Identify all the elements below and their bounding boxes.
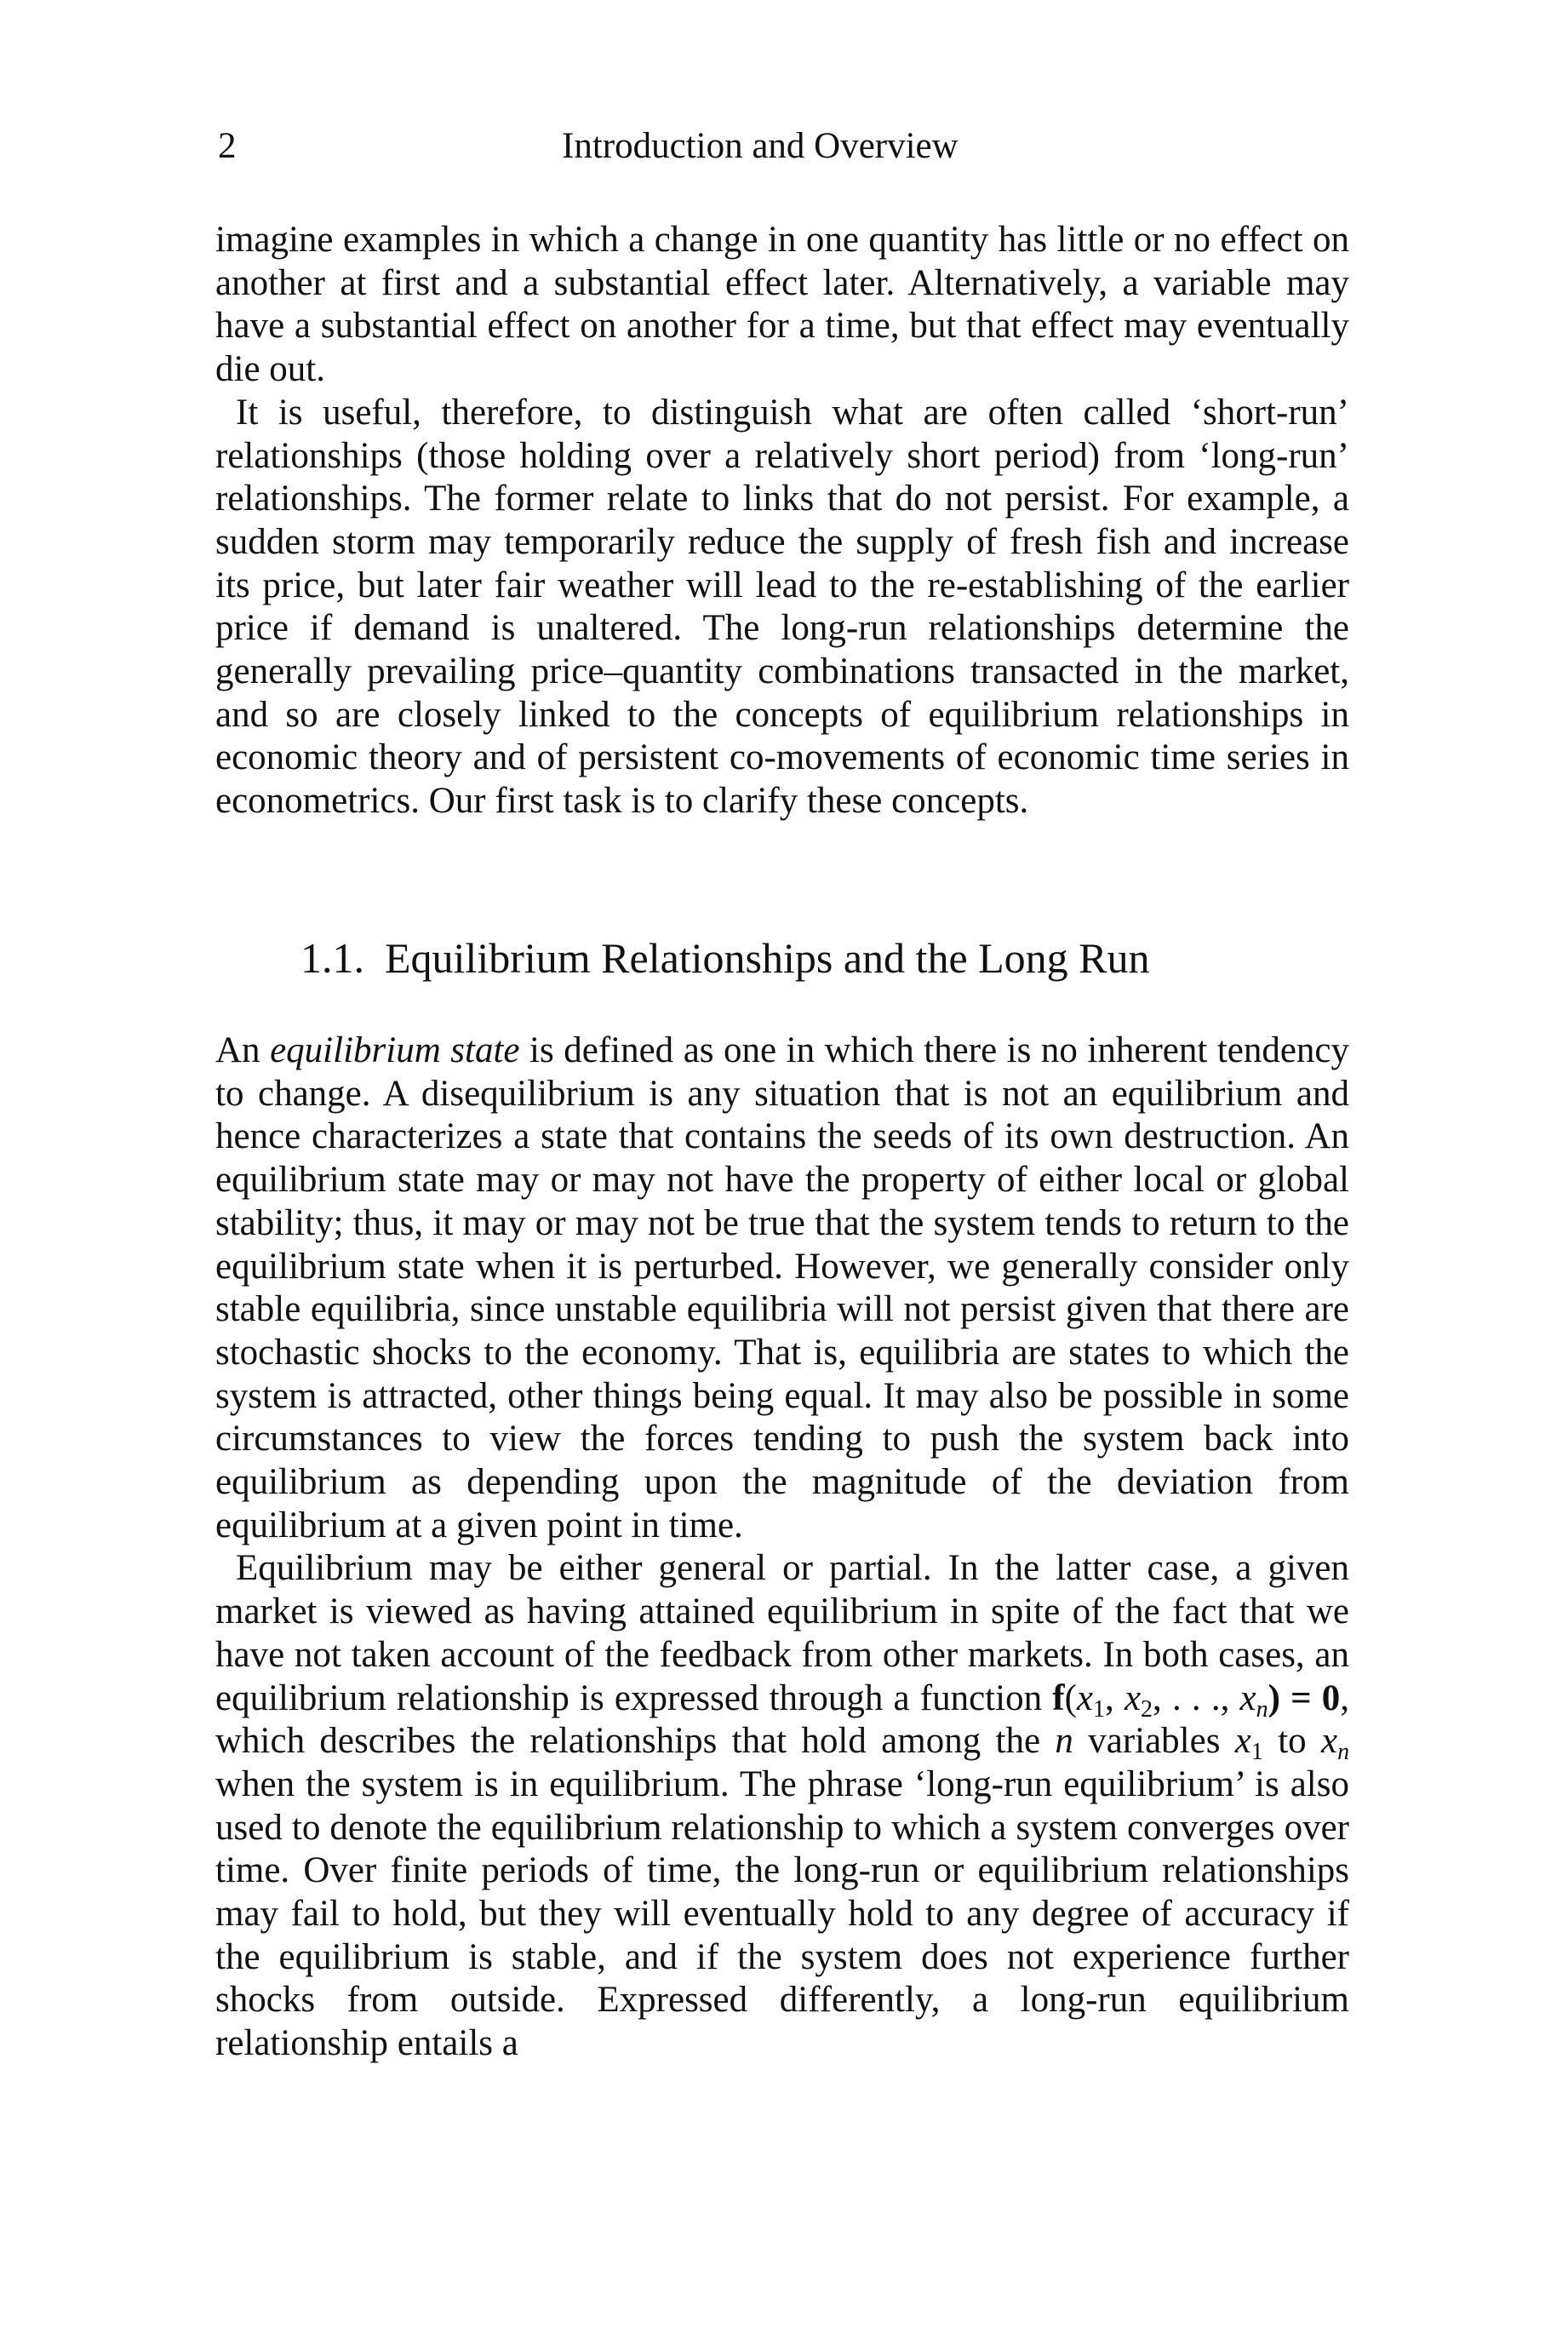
paragraph-general-partial: Equilibrium may be either general or partial. In the latter case, a given market is viewed as having attained equilibrium in spite of the fact that we have not taken account of the feedback from other markets. In both cases, an equilibrium relationship is expressed through a function $f(x_1$, $x_2$, . . ., $x_n) = 0$, which describes the relationships that hold among the n variables $x_1$ to $x_n$ when the system is in equilibrium. The phrase ‘long-run equilibrium’ is also used to denote the equilibrium relationship to which a system converges over time. Over finite periods of time, the long-run or equilibrium relationships may fail to hold, but they will eventually hold to any degree of accuracy if the equilibrium is stable, and if the system does not experience further shocks from outside. Expressed differently, a long-run equilibrium relationship entails a — [215, 1548, 1350, 2064]
paragraph-equilibrium-state: An equilibrium state is defined as one in which there is no inherent tendency to change. A disequilibrium is any situation that is not an equilibrium and hence characterizes a state that contains the seeds of its own destruction. An equilibrium state may or may not have the property of either local or global stability; thus, it may or may not be true that the system tends to return to the equilibrium state when it is perturbed. However, we generally consider only stable equilibria, since unstable equilibria will not persist given that there are stochastic shocks to the economy. That is, equilibria are states to which the system is attracted, other things being equal. It may also be possible in some circumstances to view the forces tending to push the system back into equilibrium as depending upon the magnitude of the deviation from equilibrium at a given point in time. — [215, 1030, 1350, 1545]
section-heading — [300, 934, 1150, 982]
defined-term: equilibrium state — [270, 1030, 520, 1070]
section-text — [215, 1029, 1349, 2066]
section-number: 1.1. — [300, 934, 364, 982]
section-title: Equilibrium Relationships and the Long Run — [385, 934, 1150, 982]
running-head: Introduction and Overview — [562, 126, 959, 166]
paragraph-short-long-run: It is useful, therefore, to distinguish what are often called ‘short-run’ relationships (those holding over a relatively short period) from ‘long-run’ relationships. The former relate to links that do not persist. For example, a sudden storm may temporarily reduce the supply of fresh fish and increase its price, but later fair weather will lead to the re-establishing of the earlier price if demand is unaltered. The long-run relationships determine the generally prevailing price–quantity combinations transacted in the market, and so are closely linked to the concepts of equilibrium relationships in economic theory and of persistent co-movements of economic time series in econometrics. Our first task is to clarify these concepts. — [215, 392, 1349, 822]
paragraph-continuation: imagine examples in which a change in one quantity has little or no effect on another at first and a substantial effect later. Alternatively, a variable may have a substantial effect on another for a time, but that effect may eventually die out. — [215, 220, 1349, 390]
equilibrium-function-formula: $f(x_1$, $x_2$, . . ., $x_n) = 0$ — [1052, 1677, 1341, 1723]
intro-text — [215, 219, 1349, 823]
page-number: 2 — [218, 126, 237, 166]
